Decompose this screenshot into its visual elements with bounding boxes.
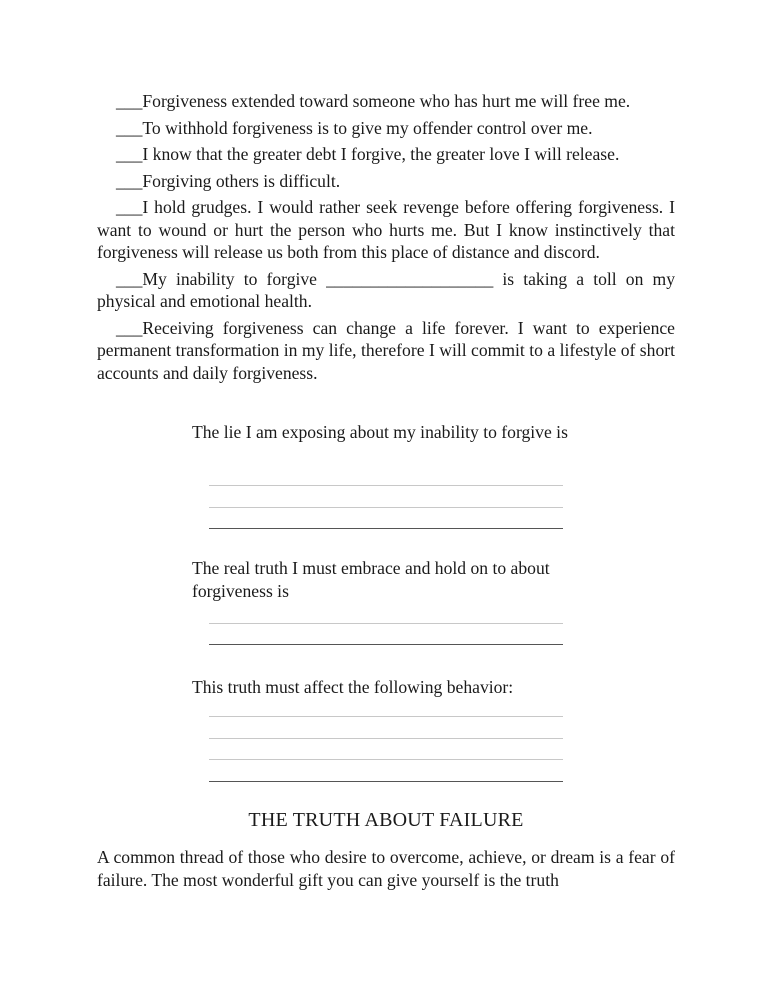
statement-list [97,90,675,388]
answer-line [209,716,563,717]
lie-prompt: The lie I am exposing about my inability to forgive is [192,422,568,442]
behavior-prompt-section [192,676,592,699]
closing-paragraph: A common thread of those who desire to overcome, achieve, or dream is a fear of failure. The most wonderful gift you can give yourself is the truth [97,847,675,890]
behavior-prompt: This truth must affect the following behavior: [192,677,514,697]
answer-line [209,738,563,739]
section-heading: THE TRUTH ABOUT FAILURE [248,809,524,831]
answer-line [209,623,563,624]
statement-item: ___Forgiving others is difficult. [116,170,341,191]
answer-line [209,759,563,760]
answer-line [209,528,563,529]
statement-item: ___Forgiveness extended toward someone who has hurt me will free me. [116,91,631,111]
answer-line [209,485,563,486]
statement-item: ___My inability to forgive ___________________ is taking a toll on my physical and emotional health. [97,268,675,311]
statement-item: ___I know that the greater debt I forgive, the greater love I will release. [116,144,620,164]
answer-line [209,644,563,645]
statement-item: ___I hold grudges. I would rather seek revenge before offering forgiveness. I want to wound or hurt the person who hurts me. But I know instinctively that forgiveness will release us both from this place of distance and discord. [97,197,675,262]
truth-prompt: The real truth I must embrace and hold on to about forgiveness is [192,558,550,601]
statement-item: ___To withhold forgiveness is to give my offender control over me. [116,117,593,138]
lie-prompt-section [192,421,592,444]
answer-line [209,507,563,508]
truth-prompt-section [192,557,592,602]
answer-line [209,781,563,782]
statement-item: ___Receiving forgiveness can change a life forever. I want to experience permanent transformation in my life, therefore I will commit to a lifestyle of short accounts and daily forgiveness. [97,317,675,383]
